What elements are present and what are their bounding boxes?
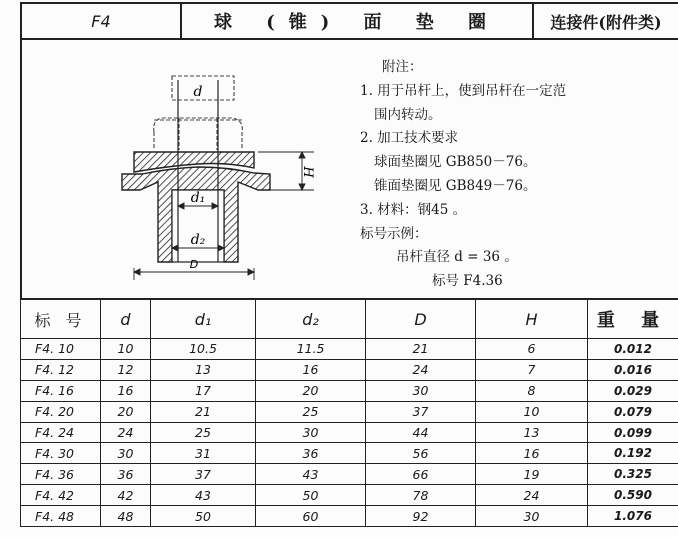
table-header-row <box>21 299 678 339</box>
cell-d: 12 <box>101 359 151 380</box>
note-3: 3. 材料：钢45 。 <box>360 201 467 218</box>
cell-code: F4. 48 <box>21 506 101 527</box>
cell-d2: 16 <box>256 359 366 380</box>
part-code: F4 <box>22 4 182 38</box>
col-header-H: H <box>476 299 588 339</box>
cell-d: 42 <box>101 485 151 506</box>
cell-d: 20 <box>101 401 151 422</box>
cell-code: F4. 10 <box>21 339 101 360</box>
cell-d1: 43 <box>151 485 256 506</box>
table-row <box>21 401 678 422</box>
cell-d1: 21 <box>151 401 256 422</box>
cell-code: F4. 30 <box>21 443 101 464</box>
title-block <box>20 2 678 40</box>
cell-d1: 25 <box>151 422 256 443</box>
cell-D: 44 <box>366 422 476 443</box>
cell-d1: 50 <box>151 506 256 527</box>
col-header-D: D <box>366 299 476 339</box>
table-row <box>21 422 678 443</box>
cell-d2: 60 <box>256 506 366 527</box>
cell-code: F4. 36 <box>21 464 101 485</box>
drawing-area <box>20 40 678 298</box>
cell-H: 6 <box>476 339 588 360</box>
part-category: 连接件(附件类) <box>550 12 662 32</box>
table-row <box>21 380 678 401</box>
cell-d1: 37 <box>151 464 256 485</box>
label-d2: d₂ <box>190 232 206 248</box>
table-row <box>21 506 678 527</box>
cell-D: 21 <box>366 339 476 360</box>
cell-d: 36 <box>101 464 151 485</box>
cell-D: 56 <box>366 443 476 464</box>
cell-H: 24 <box>476 485 588 506</box>
cell-weight: 0.016 <box>588 359 678 380</box>
cell-D: 24 <box>366 359 476 380</box>
cell-D: 66 <box>366 464 476 485</box>
note-1a: 1. 用于吊杆上，使到吊杆在一定范 <box>360 82 567 99</box>
table-row <box>21 359 678 380</box>
cell-weight: 0.590 <box>588 485 678 506</box>
col-header-d2: d₂ <box>256 299 366 339</box>
example-line: 吊杆直径 d = 36 。 <box>396 249 518 266</box>
cell-weight: 0.029 <box>588 380 678 401</box>
cell-D: 78 <box>366 485 476 506</box>
cell-D: 37 <box>366 401 476 422</box>
cell-weight: 0.079 <box>588 401 678 422</box>
cell-d2: 36 <box>256 443 366 464</box>
label-D: D <box>189 258 199 271</box>
note-1b: 围内转动。 <box>374 106 442 123</box>
cell-d: 24 <box>101 422 151 443</box>
example-heading: 标号示例： <box>360 225 428 242</box>
cell-d1: 13 <box>151 359 256 380</box>
cell-d2: 11.5 <box>256 339 366 360</box>
cell-weight: 0.012 <box>588 339 678 360</box>
cell-H: 13 <box>476 422 588 443</box>
note-2b: 锥面垫圈见 GB849－76。 <box>374 177 537 194</box>
cell-d: 10 <box>101 339 151 360</box>
cell-code: F4. 20 <box>21 401 101 422</box>
cell-weight: 0.099 <box>588 422 678 443</box>
washer-section-drawing <box>22 40 362 298</box>
cell-d2: 25 <box>256 401 366 422</box>
label-d1: d₁ <box>190 190 206 206</box>
label-H: H <box>300 166 315 178</box>
table-row <box>21 485 678 506</box>
cell-d2: 30 <box>256 422 366 443</box>
cell-code: F4. 12 <box>21 359 101 380</box>
cell-H: 19 <box>476 464 588 485</box>
cell-d2: 20 <box>256 380 366 401</box>
cell-d2: 43 <box>256 464 366 485</box>
cell-code: F4. 16 <box>21 380 101 401</box>
notes-block <box>360 56 566 294</box>
cell-H: 30 <box>476 506 588 527</box>
cell-d1: 17 <box>151 380 256 401</box>
cell-code: F4. 24 <box>21 422 101 443</box>
cell-d2: 50 <box>256 485 366 506</box>
table-row <box>21 464 678 485</box>
cell-D: 30 <box>366 380 476 401</box>
cell-H: 7 <box>476 359 588 380</box>
cell-weight: 0.325 <box>588 464 678 485</box>
part-title: 球 (锥) 面 垫 圈 <box>182 4 534 38</box>
example-code: 标号 F4.36 <box>432 273 503 290</box>
cell-H: 16 <box>476 443 588 464</box>
cell-H: 8 <box>476 380 588 401</box>
cell-d1: 31 <box>151 443 256 464</box>
cell-H: 10 <box>476 401 588 422</box>
cell-d: 48 <box>101 506 151 527</box>
table-body <box>21 339 678 527</box>
note-2: 2. 加工技术要求 <box>360 130 459 147</box>
table-row <box>21 443 678 464</box>
label-d: d <box>193 84 203 100</box>
col-header-d: d <box>101 299 151 339</box>
cell-code: F4. 42 <box>21 485 101 506</box>
cell-weight: 1.076 <box>588 506 678 527</box>
col-header-code: 标 号 <box>21 299 101 339</box>
spec-table <box>20 298 678 527</box>
cell-D: 92 <box>366 506 476 527</box>
cell-d: 16 <box>101 380 151 401</box>
cell-d: 30 <box>101 443 151 464</box>
col-header-weight: 重 量 <box>588 299 678 339</box>
cell-d1: 10.5 <box>151 339 256 360</box>
note-2a: 球面垫圈见 GB850－76。 <box>374 154 537 171</box>
notes-heading: 附注： <box>382 59 423 75</box>
table-row <box>21 339 678 360</box>
col-header-d1: d₁ <box>151 299 256 339</box>
cell-weight: 0.192 <box>588 443 678 464</box>
